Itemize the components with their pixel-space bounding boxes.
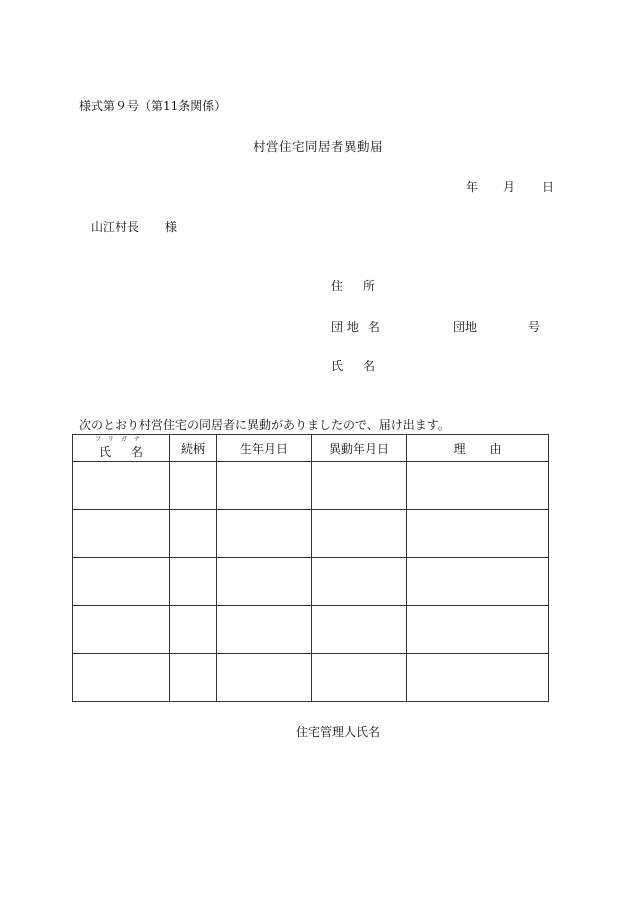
applicant-name-row[interactable] [331, 357, 375, 374]
address-label-1: 住 [331, 279, 344, 293]
cell-name[interactable] [73, 606, 170, 654]
name-header [73, 435, 170, 462]
cell-relation[interactable] [170, 510, 217, 558]
cell-reason[interactable] [407, 606, 549, 654]
cell-relation[interactable] [170, 462, 217, 510]
addressee-name: 山江村長 [91, 220, 140, 234]
table-row [73, 462, 549, 510]
name-label-2: 名 [363, 359, 376, 373]
cell-birth-date[interactable] [217, 654, 312, 702]
birth-date-header: 生年月日 [217, 435, 312, 462]
cell-birth-date[interactable] [217, 510, 312, 558]
table-row [73, 510, 549, 558]
change-date-header: 異動年月日 [312, 435, 407, 462]
danchi-label-1: 団 地 [331, 320, 359, 334]
date-line [466, 178, 554, 195]
number-suffix: 号 [528, 320, 541, 334]
cell-change-date[interactable] [312, 510, 407, 558]
cell-relation[interactable] [170, 558, 217, 606]
danchi-label-2: 名 [367, 320, 380, 334]
name-header-1: 氏 [98, 444, 111, 459]
cell-change-date[interactable] [312, 462, 407, 510]
table-row [73, 654, 549, 702]
date-month[interactable]: 月 [503, 180, 516, 194]
applicant-address-row[interactable] [331, 277, 375, 294]
cell-relation[interactable] [170, 654, 217, 702]
table-row [73, 606, 549, 654]
cell-change-date[interactable] [312, 606, 407, 654]
date-year[interactable]: 年 [466, 180, 479, 194]
cell-reason[interactable] [407, 558, 549, 606]
reason-header [407, 435, 549, 462]
cell-reason[interactable] [407, 462, 549, 510]
table-row [73, 558, 549, 606]
cell-change-date[interactable] [312, 654, 407, 702]
table-header-row [73, 435, 549, 462]
reason-header-2: 由 [489, 441, 502, 456]
addressee [91, 218, 177, 235]
cell-reason[interactable] [407, 654, 549, 702]
reason-header-1: 理 [453, 441, 466, 456]
addressee-honorific: 様 [165, 220, 178, 234]
relation-header: 続柄 [170, 435, 217, 462]
name-label-1: 氏 [331, 359, 344, 373]
cell-birth-date[interactable] [217, 606, 312, 654]
address-label-2: 所 [363, 279, 376, 293]
housing-manager-name-label: 住宅管理人氏名 [296, 725, 381, 739]
cell-reason[interactable] [407, 510, 549, 558]
applicant-danchi-row[interactable] [331, 318, 551, 335]
document-title: 村営住宅同居者異動届 [253, 139, 384, 154]
cohabitant-table [72, 434, 549, 702]
cell-change-date[interactable] [312, 558, 407, 606]
cell-name[interactable] [73, 558, 170, 606]
cell-name[interactable] [73, 462, 170, 510]
cell-name[interactable] [73, 654, 170, 702]
furigana-label: フリガナ [95, 436, 147, 443]
form-number: 様式第９号（第11条関係） [79, 99, 227, 113]
danchi-suffix: 団地 [453, 320, 478, 334]
date-day[interactable]: 日 [542, 180, 555, 194]
name-header-2: 名 [131, 444, 144, 459]
cell-birth-date[interactable] [217, 558, 312, 606]
cell-name[interactable] [73, 510, 170, 558]
cell-relation[interactable] [170, 606, 217, 654]
notice-text: 次のとおり村営住宅の同居者に異動がありましたので、届け出ます。 [79, 418, 450, 432]
cell-birth-date[interactable] [217, 462, 312, 510]
